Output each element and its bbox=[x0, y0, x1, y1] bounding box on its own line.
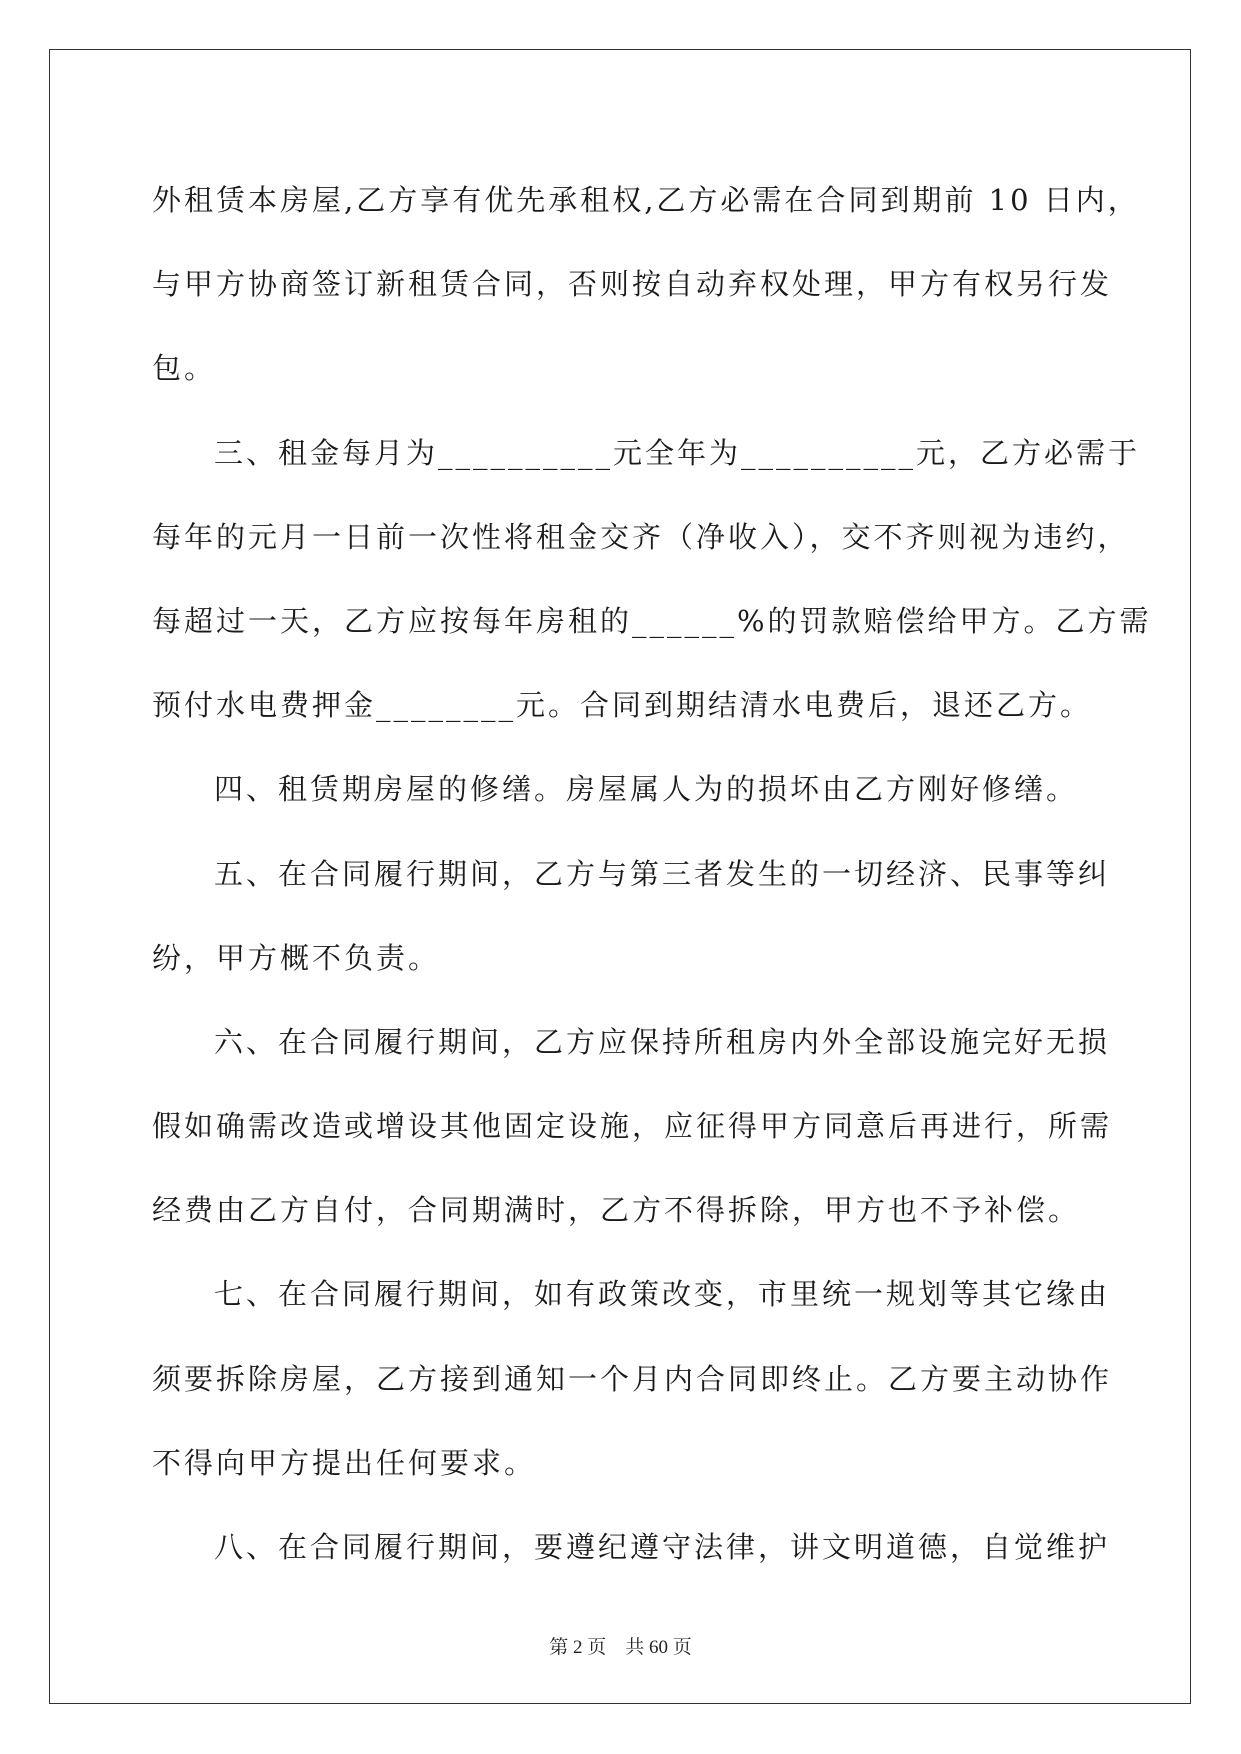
clause-seven-start: 七、在合同履行期间，如有政策改变，市里统一规划等其它缘由 bbox=[214, 1277, 1111, 1312]
clause-six-start: 六、在合同履行期间，乙方应保持所租房内外全部设施完好无损 bbox=[214, 1024, 1111, 1059]
text-line: 经费由乙方自付，合同期满时，乙方不得拆除，甲方也不予补偿。 bbox=[152, 1193, 1081, 1228]
text-line: 每超过一天，乙方应按每年房租的______%的罚款赔偿给甲方。乙方需 bbox=[152, 603, 1152, 638]
text-line: 每年的元月一日前一次性将租金交齐（净收入），交不齐则视为违约， bbox=[152, 519, 1130, 554]
text-line: 外租赁本房屋,乙方享有优先承租权,乙方必需在合同到期前 10 日内， bbox=[152, 183, 1140, 217]
clause-eight-start: 八、在合同履行期间，要遵纪遵守法律，讲文明道德，自觉维护 bbox=[214, 1530, 1111, 1564]
page-number: 第 2 页 bbox=[549, 1637, 607, 1658]
page-total: 共 60 页 bbox=[625, 1637, 692, 1658]
text-line: 不得向甲方提出任何要求。 bbox=[152, 1445, 537, 1480]
page-footer bbox=[0, 1632, 1241, 1659]
clause-four: 四、租赁期房屋的修缮。房屋属人为的损坏由乙方刚好修缮。 bbox=[214, 772, 1079, 807]
text-line: 与甲方协商签订新租赁合同，否则按自动弃权处理，甲方有权另行发 bbox=[152, 267, 1113, 302]
text-line: 假如确需改造或增设其他固定设施，应征得甲方同意后再进行，所需 bbox=[152, 1109, 1113, 1144]
text-line: 纷，甲方概不负责。 bbox=[152, 940, 441, 975]
clause-five-start: 五、在合同履行期间，乙方与第三者发生的一切经济、民事等纠 bbox=[214, 856, 1111, 891]
text-line: 须要拆除房屋，乙方接到通知一个月内合同即终止。乙方要主动协作 bbox=[152, 1361, 1113, 1396]
clause-three-start: 三、租金每月为__________元全年为__________元，乙方必需于 bbox=[214, 435, 1141, 470]
document-body bbox=[152, 158, 1152, 1589]
text-line: 包。 bbox=[152, 351, 217, 386]
text-line: 预付水电费押金________元。合同到期结清水电费后，退还乙方。 bbox=[152, 688, 1093, 723]
